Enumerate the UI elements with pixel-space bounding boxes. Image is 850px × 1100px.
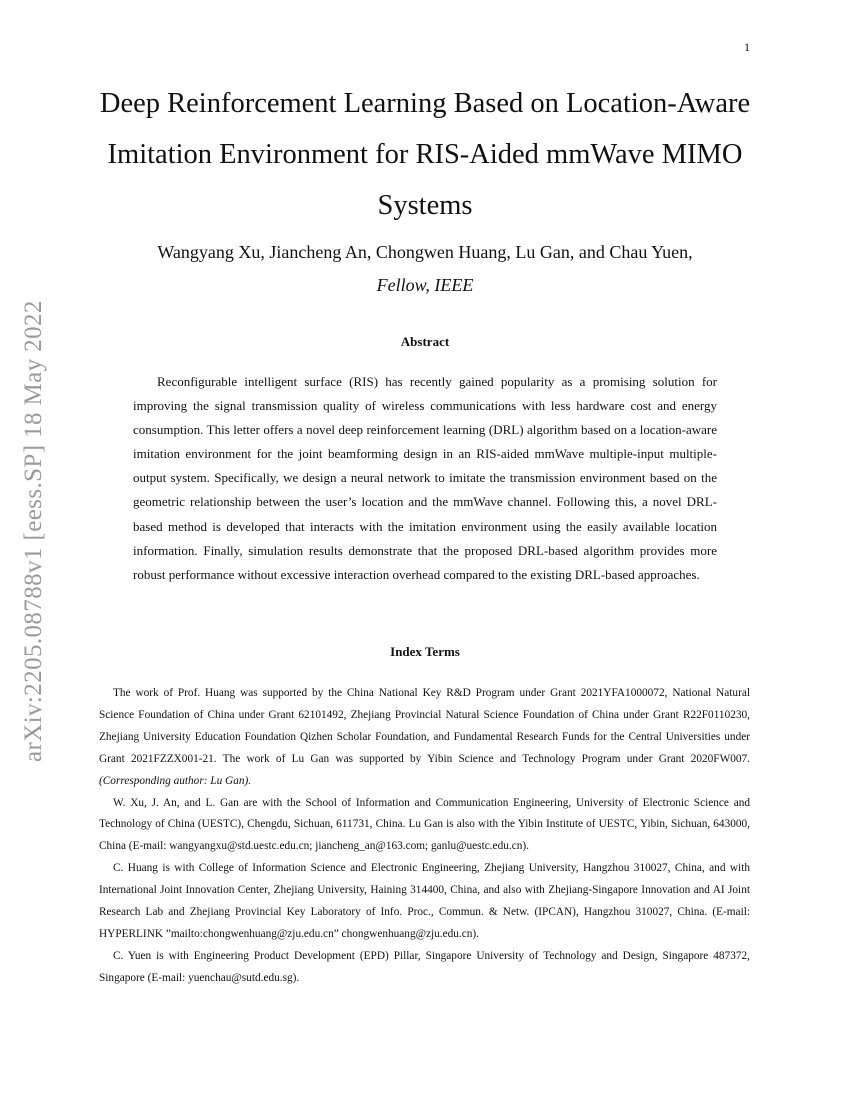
affiliation-footnote-huang: C. Huang is with College of Information Science and Electronic Engineering, Zhejiang University, Hangzhou 310027, China, and with International Joint Innovation Center, Zhejiang University, Haining 314400, China, and also with Zhejiang-Singapore Innovation and AI Joint Research Lab and Zhejiang Provincial Key Laboratory of Info. Proc., Commun. & Netw. (IPCAN), Hangzhou 310027, China. (E-mail: HYPERLINK ”mailto:chongwenhuang@zju.edu.cn” chongwenhuang@zju.edu.cn). [99, 862, 750, 940]
paper-title: Deep Reinforcement Learning Based on Location-Aware Imitation Environment for RIS-Aided mmWave MIMO Systems [99, 88, 751, 221]
index-terms-heading: Index Terms [390, 644, 460, 659]
corresponding-author-note: (Corresponding author: Lu Gan). [99, 774, 252, 787]
author-fellow-title: Fellow, IEEE [376, 275, 474, 295]
abstract-body: Reconfigurable intelligent surface (RIS) has recently gained popularity as a promising solution for improving the signal transmission quality of wireless communications with less hardware cost and energy consumption. This letter offers a novel deep reinforcement learning (DRL) algorithm based on a location-aware imitation environment for the joint beamforming design in an RIS-aided mmWave multiple-input multiple-output system. Specifically, we design a neural network to imitate the transmission environment based on the geometric relationship between the user’s location and the mmWave channel. Following this, a novel DRL-based method is developed that interacts with the imitation environment using the easily available location information. Finally, simulation results demonstrate that the proposed DRL-based algorithm provides more robust performance without excessive interaction overhead compared to the existing DRL-based approaches. [133, 374, 717, 582]
abstract-heading: Abstract [400, 334, 450, 349]
affiliation-footnote-yuen: C. Yuen is with Engineering Product Development (EPD) Pillar, Singapore University of Technology and Design, Singapore 487372, Singapore (E-mail: yuenchau@sutd.edu.sg). [99, 949, 750, 984]
arxiv-identifier-stamp [18, 250, 58, 770]
footnotes [99, 683, 750, 990]
arxiv-identifier-text[interactable]: arXiv:2205.08788v1 [eess.SP] 18 May 2022 [20, 300, 47, 762]
funding-footnote [99, 683, 750, 793]
page-number: 1 [744, 40, 750, 54]
author-names: Wangyang Xu, Jiancheng An, Chongwen Huang, Lu Gan, and Chau Yuen, [157, 242, 693, 262]
affiliation-footnote-xu-an-gan: W. Xu, J. An, and L. Gan are with the School of Information and Communication Engineering, University of Electronic Science and Technology of China (UESTC), Chengdu, Sichuan, 611731, China. Lu Gan is also with the Yibin Institute of UESTC, Yibin, Sichuan, 643000, China (E-mail: wangyangxu@std.uestc.edu.cn; jiancheng_an@163.com; ganlu@uestc.edu.cn). [99, 796, 750, 853]
funding-text: The work of Prof. Huang was supported by the China National Key R&D Program under Grant 2021YFA1000072, National Natural Science Foundation of China under Grant 62101492, Zhejiang Provincial Natural Science Foundation of China under Grant R22F0110230, Zhejiang University Education Foundation Qizhen Scholar Foundation, and Fundamental Research Funds for the Central Universities under Grant 2021FZZX001-21. The work of Lu Gan was supported by Yibin Science and Technology Program under Grant 2020FW007. [99, 687, 750, 765]
author-block [80, 236, 770, 302]
